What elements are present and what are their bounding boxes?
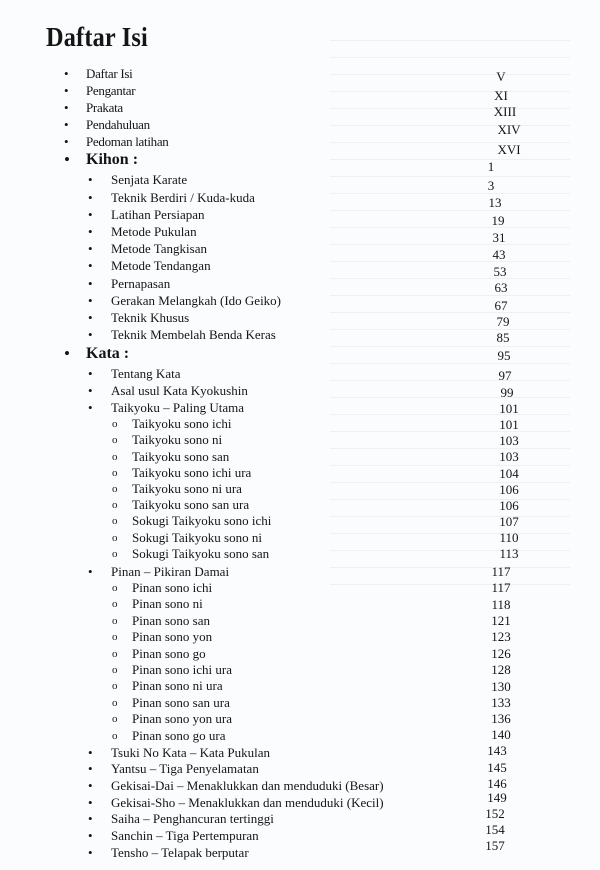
hollow-bullet-icon: o bbox=[112, 697, 118, 709]
hollow-bullet-icon: o bbox=[112, 515, 118, 527]
toc-entry-label: Taikyoku sono ichi bbox=[132, 416, 232, 431]
toc-entry-page-number: 143 bbox=[487, 743, 507, 758]
toc-entry-label: Asal usul Kata Kyokushin bbox=[111, 383, 248, 398]
toc-entry-label: Pinan – Pikiran Damai bbox=[111, 564, 230, 579]
bullet-icon: • bbox=[88, 276, 93, 291]
toc-entry-label: Metode Pukulan bbox=[111, 224, 197, 239]
toc-entry-page-number: 136 bbox=[491, 711, 511, 726]
toc-entry-page-number: 85 bbox=[496, 330, 510, 345]
hollow-bullet-icon: o bbox=[112, 598, 118, 610]
toc-entry-page-number: 67 bbox=[494, 298, 508, 313]
toc-entry-page-number: 103 bbox=[499, 449, 519, 464]
toc-entry-label: Metode Tendangan bbox=[111, 258, 211, 273]
bullet-icon: • bbox=[64, 344, 70, 363]
toc-entry-label: Tensho – Telapak berputar bbox=[111, 845, 249, 860]
toc-entry-page-number: 130 bbox=[491, 679, 511, 694]
bullet-icon: • bbox=[88, 207, 93, 222]
bullet-icon: • bbox=[64, 66, 69, 81]
bullet-icon: • bbox=[88, 795, 93, 810]
toc-entry-page-number: 126 bbox=[491, 646, 511, 661]
toc-entry-page-number: 97 bbox=[498, 368, 512, 383]
toc-entry-page-number: 13 bbox=[488, 195, 502, 210]
toc-entry-page-number: 117 bbox=[491, 564, 511, 579]
hollow-bullet-icon: o bbox=[112, 451, 118, 463]
toc-entry-label: Prakata bbox=[86, 100, 123, 115]
toc-entry-label: Taikyoku sono ichi ura bbox=[132, 465, 252, 480]
toc-entry-page-number: 43 bbox=[492, 247, 506, 262]
hollow-bullet-icon: o bbox=[112, 680, 118, 692]
toc-entry-page-number: XVI bbox=[497, 142, 521, 157]
toc-entry-label: Pinan sono ichi ura bbox=[132, 662, 233, 677]
toc-entry-page-number: 157 bbox=[485, 838, 505, 853]
bullet-icon: • bbox=[88, 845, 93, 860]
hollow-bullet-icon: o bbox=[112, 532, 118, 544]
toc-entry-page-number: 123 bbox=[491, 629, 511, 644]
toc-entry-page-number: 133 bbox=[491, 695, 511, 710]
hollow-bullet-icon: o bbox=[112, 648, 118, 660]
toc-entry-label: Saiha – Penghancuran tertinggi bbox=[111, 811, 274, 826]
toc-entry-page-number: 121 bbox=[491, 613, 511, 628]
bullet-icon: • bbox=[88, 383, 93, 398]
toc-entry-page-number: 99 bbox=[500, 385, 514, 400]
toc-entry-page-number: 107 bbox=[499, 514, 519, 529]
toc-entry-page-number: XIV bbox=[497, 122, 521, 137]
toc-entry-label: Gerakan Melangkah (Ido Geiko) bbox=[111, 293, 282, 308]
toc-entry-label: Yantsu – Tiga Penyelamatan bbox=[111, 761, 259, 776]
toc-entry-label: Pinan sono ichi bbox=[132, 580, 213, 595]
toc-entry-page-number: 101 bbox=[499, 401, 519, 416]
toc-entry-page-number: XIII bbox=[493, 104, 517, 119]
toc-entry-label: Teknik Berdiri / Kuda-kuda bbox=[111, 190, 255, 205]
toc-entry-page-number: 154 bbox=[485, 822, 505, 837]
hollow-bullet-icon: o bbox=[112, 418, 118, 430]
toc-entry-label: Daftar Isi bbox=[86, 66, 133, 81]
toc-entry-label: Kata : bbox=[86, 345, 130, 362]
toc-entry-label: Tentang Kata bbox=[111, 366, 181, 381]
bullet-icon: • bbox=[64, 117, 69, 132]
hollow-bullet-icon: o bbox=[112, 615, 118, 627]
bullet-icon: • bbox=[88, 258, 93, 273]
hollow-bullet-icon: o bbox=[112, 631, 118, 643]
toc-entry-label: Pinan sono go ura bbox=[132, 728, 226, 743]
toc-entry-label: Pinan sono san bbox=[132, 613, 210, 628]
bullet-icon: • bbox=[88, 310, 93, 325]
toc-entry-label: Senjata Karate bbox=[111, 172, 188, 187]
toc-entry-page-number: 95 bbox=[497, 348, 511, 363]
hollow-bullet-icon: o bbox=[112, 730, 118, 742]
toc-entry-label: Sokugi Taikyoku sono ichi bbox=[132, 513, 272, 528]
bullet-icon: • bbox=[88, 778, 93, 793]
toc-entry-page-number: 152 bbox=[485, 806, 505, 821]
toc-entry-label: Sanchin – Tiga Pertempuran bbox=[111, 828, 259, 843]
toc-entry-label: Pengantar bbox=[86, 83, 136, 98]
toc-entry-page-number: 104 bbox=[499, 466, 519, 481]
hollow-bullet-icon: o bbox=[112, 582, 118, 594]
toc-entry-label: Pernapasan bbox=[111, 276, 171, 291]
toc-entry-label: Taikyoku sono san bbox=[132, 449, 230, 464]
toc-entry-page-number: 113 bbox=[499, 546, 519, 561]
bullet-icon: • bbox=[88, 190, 93, 205]
toc-entry-label: Pinan sono san ura bbox=[132, 695, 230, 710]
bullet-icon: • bbox=[88, 366, 93, 381]
toc-entry-label: Sokugi Taikyoku sono san bbox=[132, 546, 270, 561]
toc-entry-page-number: 31 bbox=[492, 230, 506, 245]
hollow-bullet-icon: o bbox=[112, 483, 118, 495]
toc-entry-page-number: XI bbox=[494, 88, 508, 103]
toc-entry-label: Pinan sono go bbox=[132, 646, 206, 661]
toc-entry-page-number: 149 bbox=[487, 790, 507, 805]
toc-entry-page-number: V bbox=[496, 69, 506, 84]
hollow-bullet-icon: o bbox=[112, 548, 118, 560]
toc-entry-label: Taikyoku sono ni ura bbox=[132, 481, 242, 496]
toc-entry-page-number: 128 bbox=[491, 662, 511, 677]
toc-entry-page-number: 117 bbox=[491, 580, 511, 595]
bullet-icon: • bbox=[64, 150, 70, 169]
toc-entry-page-number: 101 bbox=[499, 417, 519, 432]
bullet-icon: • bbox=[64, 100, 69, 115]
toc-entry-label: Gekisai-Sho – Menaklukkan dan menduduki (Kecil) bbox=[111, 795, 384, 810]
toc-entry-label: Taikyoku – Paling Utama bbox=[111, 400, 245, 415]
hollow-bullet-icon: o bbox=[112, 499, 118, 511]
toc-entry-label: Taikyoku sono ni bbox=[132, 432, 223, 447]
hollow-bullet-icon: o bbox=[112, 467, 118, 479]
toc-entry-page-number: 145 bbox=[487, 760, 507, 775]
toc-entry-label: Teknik Membelah Benda Keras bbox=[111, 327, 276, 342]
toc-entry-page-number: 53 bbox=[493, 264, 507, 279]
toc-entry-label: Pinan sono ni bbox=[132, 596, 203, 611]
toc-entry-page-number: 79 bbox=[496, 314, 510, 329]
page-title: Daftar Isi bbox=[46, 22, 148, 52]
bullet-icon: • bbox=[64, 134, 69, 149]
hollow-bullet-icon: o bbox=[112, 713, 118, 725]
toc-entry-page-number: 118 bbox=[491, 597, 511, 612]
toc-entry-page-number: 140 bbox=[491, 727, 511, 742]
bullet-icon: • bbox=[88, 327, 93, 342]
toc-entry-label: Latihan Persiapan bbox=[111, 207, 205, 222]
toc-entry-label: Kihon : bbox=[86, 151, 139, 168]
toc-entry-label: Teknik Khusus bbox=[111, 310, 190, 325]
toc-entry-label: Pinan sono yon ura bbox=[132, 711, 233, 726]
toc-entry-label: Gekisai-Dai – Menaklukkan dan menduduki (Besar) bbox=[111, 778, 384, 793]
toc-entry-label: Taikyoku sono san ura bbox=[132, 497, 250, 512]
toc-entry-page-number: 3 bbox=[487, 178, 495, 193]
toc-entry-page-number: 103 bbox=[499, 433, 519, 448]
toc-entry-label: Metode Tangkisan bbox=[111, 241, 207, 256]
bullet-icon: • bbox=[88, 745, 93, 760]
toc-entry-label: Pinan sono yon bbox=[132, 629, 213, 644]
bullet-icon: • bbox=[88, 241, 93, 256]
toc-entry-label: Pinan sono ni ura bbox=[132, 678, 223, 693]
bullet-icon: • bbox=[88, 400, 93, 415]
hollow-bullet-icon: o bbox=[112, 434, 118, 446]
bullet-icon: • bbox=[88, 761, 93, 776]
toc-entry-page-number: 19 bbox=[491, 213, 505, 228]
bullet-icon: • bbox=[88, 172, 93, 187]
hollow-bullet-icon: o bbox=[112, 664, 118, 676]
toc-entry-label: Sokugi Taikyoku sono ni bbox=[132, 530, 262, 545]
toc-entry-label: Tsuki No Kata – Kata Pukulan bbox=[111, 745, 271, 760]
bullet-icon: • bbox=[88, 828, 93, 843]
bullet-icon: • bbox=[88, 293, 93, 308]
toc-entry-page-number: 110 bbox=[499, 530, 519, 545]
toc-entry-page-number: 63 bbox=[494, 280, 508, 295]
toc-entry-page-number: 1 bbox=[487, 159, 495, 174]
toc-entry-page-number: 106 bbox=[499, 482, 519, 497]
toc-entry-label: Pedoman latihan bbox=[86, 134, 169, 149]
toc-entry-page-number: 146 bbox=[487, 776, 507, 791]
bullet-icon: • bbox=[88, 564, 93, 579]
toc-entry-label: Pendahuluan bbox=[86, 117, 150, 132]
bullet-icon: • bbox=[88, 811, 93, 826]
bullet-icon: • bbox=[64, 83, 69, 98]
bullet-icon: • bbox=[88, 224, 93, 239]
toc-entry-page-number: 106 bbox=[499, 498, 519, 513]
